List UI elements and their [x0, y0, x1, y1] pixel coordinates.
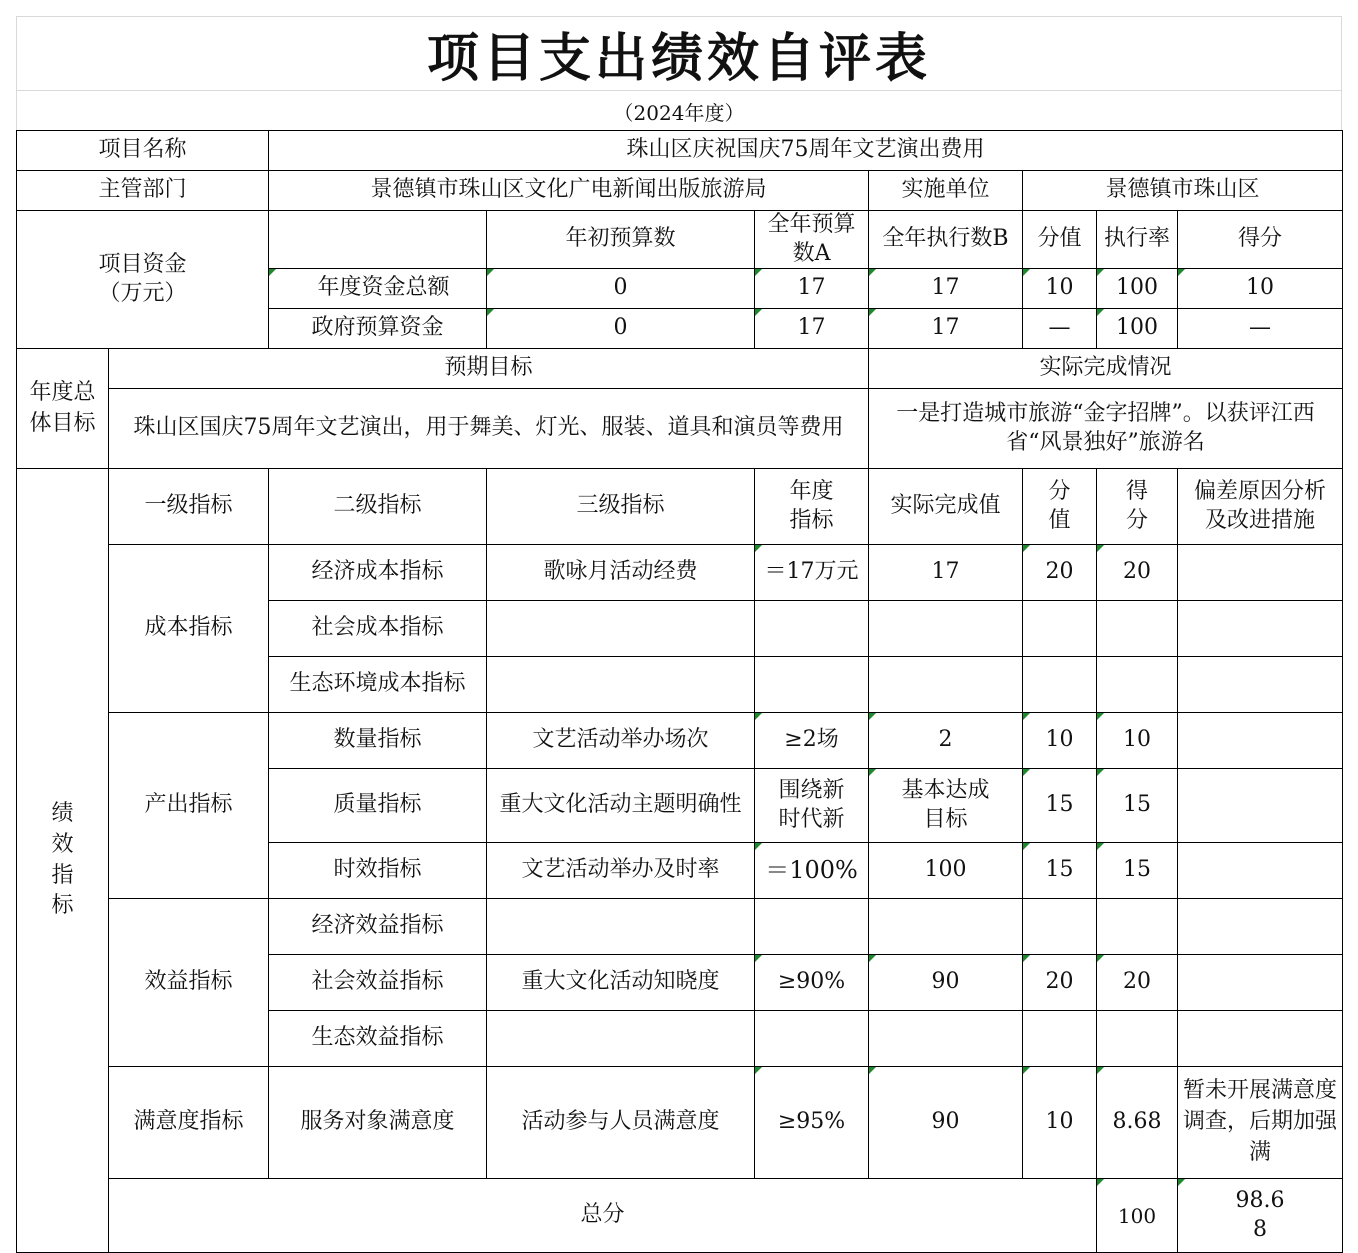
level3-cell: 文艺活动举办及时率: [487, 843, 755, 899]
department-value: 景德镇市珠山区文化广电新闻出版旅游局: [269, 171, 869, 211]
annual-goal-label-text: 年度总体目标: [29, 379, 96, 436]
note-cell: [1178, 955, 1343, 1011]
annual-goal-label: [17, 349, 109, 469]
total-score-value: 98.68: [1235, 1188, 1285, 1242]
target-cell: [755, 601, 869, 657]
department-row: [17, 171, 1343, 211]
score-cell: 8.68: [1097, 1067, 1178, 1179]
level2-cell: 服务对象满意度: [269, 1067, 487, 1179]
target-cell: ≥2场: [755, 713, 869, 769]
weight-cell: 15: [1023, 843, 1097, 899]
funds-header-row: [17, 211, 1343, 269]
funds-label-text: 项目资金（万元）: [98, 252, 187, 306]
fiscal-year: （2024年度）: [613, 100, 745, 125]
level3-cell: [487, 899, 755, 955]
performance-label-text: 绩效指标: [51, 801, 74, 919]
level2-cell: 经济效益指标: [269, 899, 487, 955]
header-weight: [1023, 469, 1097, 545]
actual-cell: [869, 601, 1023, 657]
target-cell: [755, 769, 869, 843]
level1-cell: 效益指标: [109, 899, 269, 1067]
weight-cell: [1023, 899, 1097, 955]
funds-score: —: [1178, 309, 1343, 349]
level3-cell: 活动参与人员满意度: [487, 1067, 755, 1179]
actual-cell: 2: [869, 713, 1023, 769]
actual-cell: [869, 899, 1023, 955]
note-cell: [1178, 899, 1343, 955]
score-cell: 20: [1097, 955, 1178, 1011]
performance-label: [17, 469, 109, 1253]
level2-cell: 生态环境成本指标: [269, 657, 487, 713]
actual-status-text: [869, 389, 1343, 469]
funds-annual: 17: [755, 309, 869, 349]
weight-cell: [1023, 657, 1097, 713]
note-cell: [1178, 713, 1343, 769]
header-target-text: 年度指标: [789, 479, 834, 533]
indicator-header-row: [17, 469, 1343, 545]
funds-header-weight: 分值: [1023, 211, 1097, 269]
funds-header-score: 得分: [1178, 211, 1343, 269]
score-cell: 15: [1097, 843, 1178, 899]
total-score: [1178, 1179, 1343, 1253]
actual-cell: [869, 657, 1023, 713]
header-note-text: 偏差原因分析及改进措施: [1194, 479, 1327, 533]
level3-cell: 歌咏月活动经费: [487, 545, 755, 601]
funds-header-blank: [269, 211, 487, 269]
target-cell: [755, 1011, 869, 1067]
implementer-value: 景德镇市珠山区: [1023, 171, 1343, 211]
score-cell: 20: [1097, 545, 1178, 601]
funds-rate: 100: [1097, 309, 1178, 349]
score-cell: [1097, 601, 1178, 657]
level3-cell: 文艺活动举办场次: [487, 713, 755, 769]
target-cell: ≥95%: [755, 1067, 869, 1179]
note-value: 暂未开展满意度调查，后期加强满: [1183, 1078, 1338, 1166]
indicator-row: [17, 1067, 1343, 1179]
score-cell: [1097, 899, 1178, 955]
score-cell: [1097, 1011, 1178, 1067]
funds-header-rate: 执行率: [1097, 211, 1178, 269]
header-target: [755, 469, 869, 545]
funds-row-label: 年度资金总额: [269, 269, 487, 309]
funds-weight: —: [1023, 309, 1097, 349]
indicator-row: [17, 899, 1343, 955]
indicator-row: [17, 713, 1343, 769]
project-name-label: 项目名称: [17, 131, 269, 171]
level2-cell: 数量指标: [269, 713, 487, 769]
level3-cell: [487, 1011, 755, 1067]
header-score-text: 得分: [1126, 479, 1149, 533]
project-name-row: [17, 131, 1343, 171]
header-weight-text: 分值: [1048, 479, 1071, 533]
actual-cell: 90: [869, 955, 1023, 1011]
actual-cell: 17: [869, 545, 1023, 601]
expected-goal-text: [109, 389, 869, 469]
weight-cell: [1023, 1011, 1097, 1067]
implementer-label: 实施单位: [869, 171, 1023, 211]
target-cell: ≥90%: [755, 955, 869, 1011]
level2-cell: 生态效益指标: [269, 1011, 487, 1067]
target-value: ＝17万元: [764, 559, 859, 585]
actual-status-label: 实际完成情况: [869, 349, 1343, 389]
funds-rate: 100: [1097, 269, 1178, 309]
level1-cell: 满意度指标: [109, 1067, 269, 1179]
weight-cell: [1023, 601, 1097, 657]
funds-row-label: 政府预算资金: [269, 309, 487, 349]
target-cell: [755, 657, 869, 713]
total-row: [17, 1179, 1343, 1253]
note-cell: [1178, 657, 1343, 713]
goal-content-row: [17, 389, 1343, 469]
score-cell: [1097, 657, 1178, 713]
funds-label: [17, 211, 269, 349]
header-score: [1097, 469, 1178, 545]
note-cell: [1178, 1067, 1343, 1179]
funds-weight: 10: [1023, 269, 1097, 309]
funds-annual: 17: [755, 269, 869, 309]
actual-cell: 90: [869, 1067, 1023, 1179]
actual-value: 基本达成目标: [901, 778, 990, 832]
funds-executed: 17: [869, 309, 1023, 349]
score-cell: 10: [1097, 713, 1178, 769]
weight-cell: 20: [1023, 545, 1097, 601]
actual-status-value: 一是打造城市旅游“金字招牌”。以获评江西省“风景独好”旅游名: [896, 401, 1315, 455]
funds-initial: 0: [487, 269, 755, 309]
indicator-row: [17, 545, 1343, 601]
header-level1: 一级指标: [109, 469, 269, 545]
target-cell: [755, 899, 869, 955]
funds-header-annual: 全年预算数A: [755, 211, 869, 269]
level3-cell: [487, 601, 755, 657]
funds-executed: 17: [869, 269, 1023, 309]
level1-cell: 成本指标: [109, 545, 269, 713]
weight-cell: 15: [1023, 769, 1097, 843]
weight-cell: 10: [1023, 1067, 1097, 1179]
expected-goal-label: 预期目标: [109, 349, 869, 389]
funds-header-executed: 全年执行数B: [869, 211, 1023, 269]
score-cell: 15: [1097, 769, 1178, 843]
funds-score: 10: [1178, 269, 1343, 309]
level3-cell: 重大文化活动主题明确性: [487, 769, 755, 843]
evaluation-table: [16, 130, 1343, 1253]
note-cell: [1178, 545, 1343, 601]
page-title: 项目支出绩效自评表: [426, 27, 931, 89]
level1-cell: 产出指标: [109, 713, 269, 899]
goal-header-row: [17, 349, 1343, 389]
level3-cell: [487, 657, 755, 713]
level3-cell: 重大文化活动知晓度: [487, 955, 755, 1011]
actual-cell: 100: [869, 843, 1023, 899]
note-cell: [1178, 1011, 1343, 1067]
total-label: 总分: [109, 1179, 1097, 1253]
note-cell: [1178, 769, 1343, 843]
note-cell: [1178, 843, 1343, 899]
department-label: 主管部门: [17, 171, 269, 211]
actual-cell: [869, 1011, 1023, 1067]
note-cell: [1178, 601, 1343, 657]
header-actual-text: 实际完成值: [890, 493, 1001, 519]
target-value: 围绕新时代新: [778, 778, 845, 832]
weight-cell: 10: [1023, 713, 1097, 769]
expected-goal-value: 珠山区国庆75周年文艺演出，用于舞美、灯光、服装、道具和演员等费用: [133, 415, 844, 441]
target-cell: ＝100%: [755, 843, 869, 899]
header-actual: [869, 469, 1023, 545]
header-note: [1178, 469, 1343, 545]
header-level2: 二级指标: [269, 469, 487, 545]
level2-cell: 时效指标: [269, 843, 487, 899]
funds-initial: 0: [487, 309, 755, 349]
header-level3: 三级指标: [487, 469, 755, 545]
weight-cell: 20: [1023, 955, 1097, 1011]
target-cell: [755, 545, 869, 601]
level2-cell: 社会成本指标: [269, 601, 487, 657]
level2-cell: 质量指标: [269, 769, 487, 843]
actual-cell: [869, 769, 1023, 843]
funds-header-initial: 年初预算数: [487, 211, 755, 269]
total-weight: 100: [1097, 1179, 1178, 1253]
level2-cell: 经济成本指标: [269, 545, 487, 601]
project-name-value: 珠山区庆祝国庆75周年文艺演出费用: [269, 131, 1343, 171]
level2-cell: 社会效益指标: [269, 955, 487, 1011]
